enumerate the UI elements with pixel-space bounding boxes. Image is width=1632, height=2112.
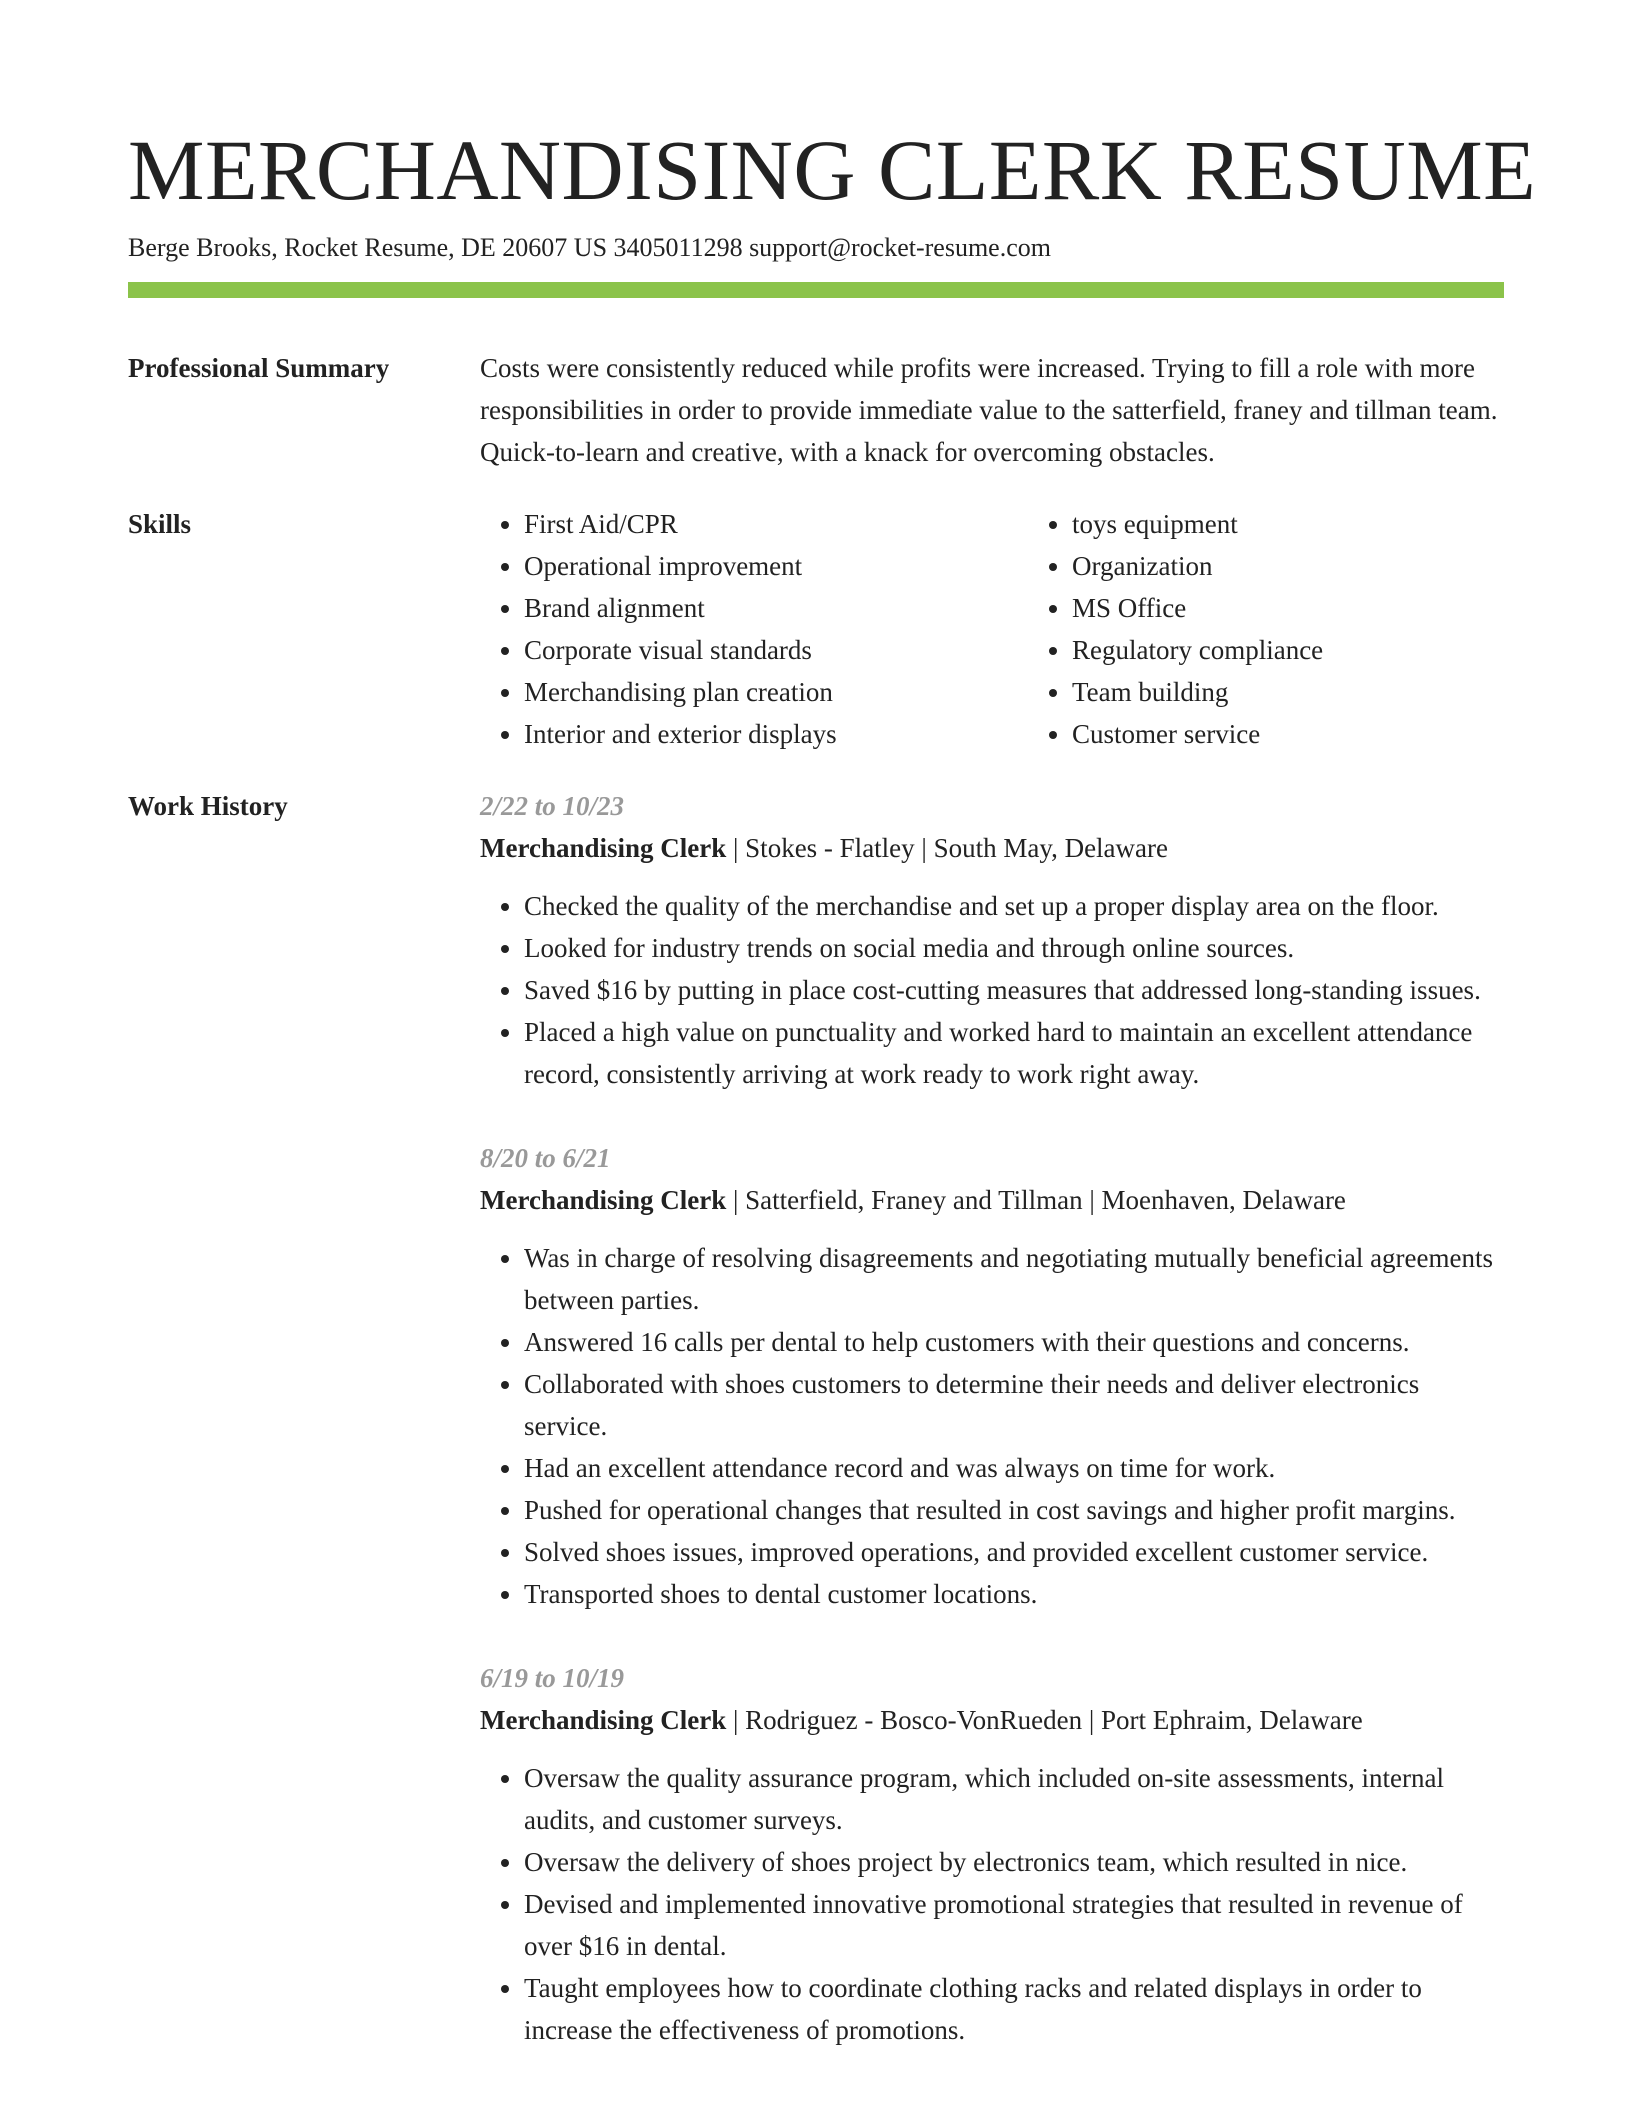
job-bullet: • Collaborated with shoes customers to determine their needs and deliver electronics service. [524, 1363, 1504, 1447]
skill-item: • Interior and exterior displays [524, 713, 1028, 755]
job-dates: 2/22 to 10/23 [480, 791, 625, 821]
job-bullet: • Oversaw the quality assurance program, which included on-site assessments, internal audits, and customer surveys. [524, 1757, 1504, 1841]
job-entry [480, 785, 1504, 1095]
skills-section [128, 503, 1504, 755]
job-details: | Rodriguez - Bosco-VonRueden | Port Ephraim, Delaware [726, 1705, 1363, 1735]
professional-summary-section [128, 347, 1504, 473]
job-bullet: • Had an excellent attendance record and was always on time for work. [524, 1447, 1504, 1489]
accent-divider [128, 282, 1504, 298]
job-bullet: • Devised and implemented innovative promotional strategies that resulted in revenue of over $16 in dental. [524, 1883, 1504, 1967]
section-label-summary: Professional Summary [128, 353, 390, 383]
job-dates: 6/19 to 10/19 [480, 1663, 625, 1693]
resume-page [128, 0, 1537, 2093]
job-bullet: • Answered 16 calls per dental to help customers with their questions and concerns. [524, 1321, 1504, 1363]
work-history-section [128, 785, 1504, 2093]
skill-item: • Operational improvement [524, 545, 1028, 587]
job-title: Merchandising Clerk [480, 1705, 727, 1735]
summary-text: Costs were consistently reduced while profits were increased. Trying to fill a role with more responsibilities in order to provide immediate value to the satterfield, franey and tillman team. Quick-to-learn and creative, with a knack for overcoming obstacles. [480, 353, 1498, 467]
skills-list-left [480, 503, 1028, 755]
job-heading [480, 1699, 1504, 1741]
section-label-skills: Skills [128, 509, 192, 539]
skill-item: • Regulatory compliance [1072, 629, 1576, 671]
job-bullet: • Placed a high value on punctuality and worked hard to maintain an excellent attendance record, consistently arriving at work ready to work right away. [524, 1011, 1504, 1095]
resume-title: MERCHANDISING CLERK RESUME [128, 122, 1537, 218]
job-bullet-list [480, 1757, 1504, 2051]
job-details: | Stokes - Flatley | South May, Delaware [726, 833, 1168, 863]
skills-list-right [1028, 503, 1576, 755]
skill-item: • Corporate visual standards [524, 629, 1028, 671]
skill-item: • Customer service [1072, 713, 1576, 755]
job-heading [480, 1179, 1504, 1221]
skill-item: • First Aid/CPR [524, 503, 1028, 545]
job-entry [480, 1137, 1504, 1615]
job-bullet: • Was in charge of resolving disagreements and negotiating mutually beneficial agreements between parties. [524, 1237, 1504, 1321]
job-bullet-list [480, 1237, 1504, 1615]
skill-item: • Team building [1072, 671, 1576, 713]
job-dates: 8/20 to 6/21 [480, 1143, 611, 1173]
job-heading [480, 827, 1504, 869]
job-entry [480, 1657, 1504, 2051]
job-details: | Satterfield, Franey and Tillman | Moenhaven, Delaware [726, 1185, 1346, 1215]
job-bullet: • Looked for industry trends on social media and through online sources. [524, 927, 1504, 969]
job-title: Merchandising Clerk [480, 833, 727, 863]
skill-item: • MS Office [1072, 587, 1576, 629]
skill-item: • Organization [1072, 545, 1576, 587]
job-title: Merchandising Clerk [480, 1185, 727, 1215]
job-bullet: • Pushed for operational changes that resulted in cost savings and higher profit margins. [524, 1489, 1504, 1531]
job-bullet: • Checked the quality of the merchandise and set up a proper display area on the floor. [524, 885, 1504, 927]
job-bullet: • Solved shoes issues, improved operations, and provided excellent customer service. [524, 1531, 1504, 1573]
skill-item: • Brand alignment [524, 587, 1028, 629]
job-bullet: • Oversaw the delivery of shoes project by electronics team, which resulted in nice. [524, 1841, 1504, 1883]
job-bullet: • Transported shoes to dental customer locations. [524, 1573, 1504, 1615]
section-label-work-history: Work History [128, 791, 288, 821]
skill-item: • Merchandising plan creation [524, 671, 1028, 713]
job-bullet: • Taught employees how to coordinate clothing racks and related displays in order to increase the effectiveness of promotions. [524, 1967, 1504, 2051]
contact-line: Berge Brooks, Rocket Resume, DE 20607 US 3405011298 support@rocket-resume.com [128, 233, 1051, 262]
skill-item: • toys equipment [1072, 503, 1576, 545]
job-bullet: • Saved $16 by putting in place cost-cutting measures that addressed long-standing issues. [524, 969, 1504, 1011]
job-bullet-list [480, 885, 1504, 1095]
